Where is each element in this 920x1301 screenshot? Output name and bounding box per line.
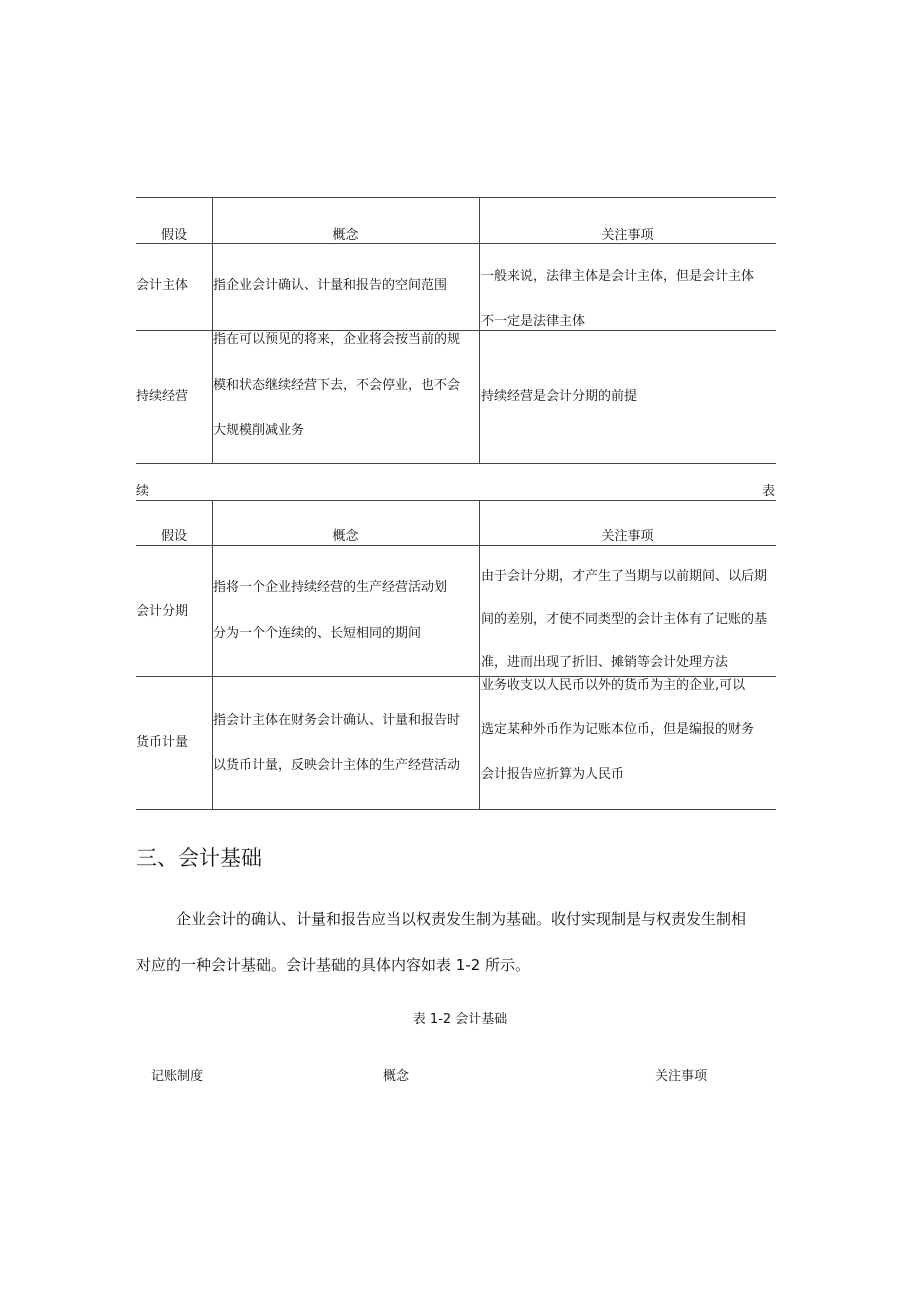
table-1-row-2-concept-line-1: 指在可以预见的将来，企业将会按当前的规	[213, 332, 461, 347]
table-1-row-2-concept-line-3: 大规模削减业务	[213, 423, 305, 438]
table-3-header-concept: 概念	[383, 1069, 410, 1084]
table-2-row-1-notes-line-3: 准，进而出现了折旧、摊销等会计处理方法	[481, 655, 729, 670]
continued-label-right: 表	[762, 484, 776, 499]
table-2-row-2-assumption: 货币计量	[136, 735, 189, 750]
continued-label-left: 续	[136, 484, 150, 499]
table-1-row-2-assumption: 持续经营	[136, 389, 189, 404]
section-paragraph-line-1: 企业会计的确认、计量和报告应当以权责发生制为基础。收付实现制是与权责发生制相	[176, 910, 747, 928]
table-1-row-1-notes-line-1: 一般来说，法律主体是会计主体，但是会计主体	[481, 269, 755, 284]
table-2-row-1-assumption: 会计分期	[136, 604, 189, 619]
table-1-row-1-concept-line-1: 指企业会计确认、计量和报告的空间范围	[213, 278, 448, 293]
table-2-row-2-concept-line-1: 指会计主体在财务会计确认、计量和报告时	[213, 713, 461, 728]
table-2-header-notes: 关注事项	[601, 529, 654, 544]
table-2-row-1-notes-line-1: 由于会计分期，才产生了当期与以前期间、以后期	[481, 569, 768, 584]
table-1-header-concept: 概念	[332, 228, 359, 243]
table-2-row-rule	[136, 676, 776, 677]
table-1-bottom-rule	[136, 463, 776, 464]
table-2-row-2-concept-line-2: 以货币计量，反映会计主体的生产经营活动	[213, 758, 461, 773]
table-1-header-notes: 关注事项	[601, 228, 654, 243]
table-1-row-1-notes-line-2: 不一定是法律主体	[481, 314, 586, 329]
table-3-caption: 表 1-2 会计基础	[412, 1012, 508, 1027]
table-1-row-rule	[136, 330, 776, 331]
section-heading: 三、会计基础	[136, 846, 262, 870]
table-1-row-2-notes-line-1: 持续经营是会计分期的前提	[481, 389, 638, 404]
table-2-bottom-rule	[136, 809, 776, 810]
table-1-header-assumption: 假设	[160, 228, 187, 243]
table-2-row-2-notes-line-3: 会计报告应折算为人民币	[481, 767, 625, 782]
table-2-row-1-concept-line-1: 指将一个企业持续经营的生产经营活动划	[213, 580, 448, 595]
table-1-row-1-assumption: 会计主体	[136, 278, 189, 293]
table-3-header-system: 记账制度	[151, 1069, 204, 1084]
table-1-top-rule	[136, 197, 776, 198]
table-2-header-rule	[136, 545, 776, 546]
section-paragraph-line-2: 对应的一种会计基础。会计基础的具体内容如表 1-2 所示。	[136, 956, 531, 974]
table-2-header-concept: 概念	[332, 529, 359, 544]
table-2-row-2-notes-line-2: 选定某种外币作为记账本位币，但是编报的财务	[481, 722, 755, 737]
table-2-row-2-notes-line-1: 业务收支以人民币以外的货币为主的企业,可以	[481, 678, 746, 693]
table-2-top-rule	[136, 500, 776, 501]
table-2-row-1-concept-line-2: 分为一个个连续的、长短相同的期间	[213, 626, 422, 641]
table-1-row-2-concept-line-2: 模和状态继续经营下去，不会停业，也不会	[213, 378, 461, 393]
table-2-col-divider-2	[479, 500, 480, 809]
table-2-row-1-notes-line-2: 间的差别，才使不同类型的会计主体有了记账的基	[481, 612, 768, 627]
table-2-header-assumption: 假设	[160, 529, 187, 544]
table-3-header-notes: 关注事项	[655, 1069, 708, 1084]
